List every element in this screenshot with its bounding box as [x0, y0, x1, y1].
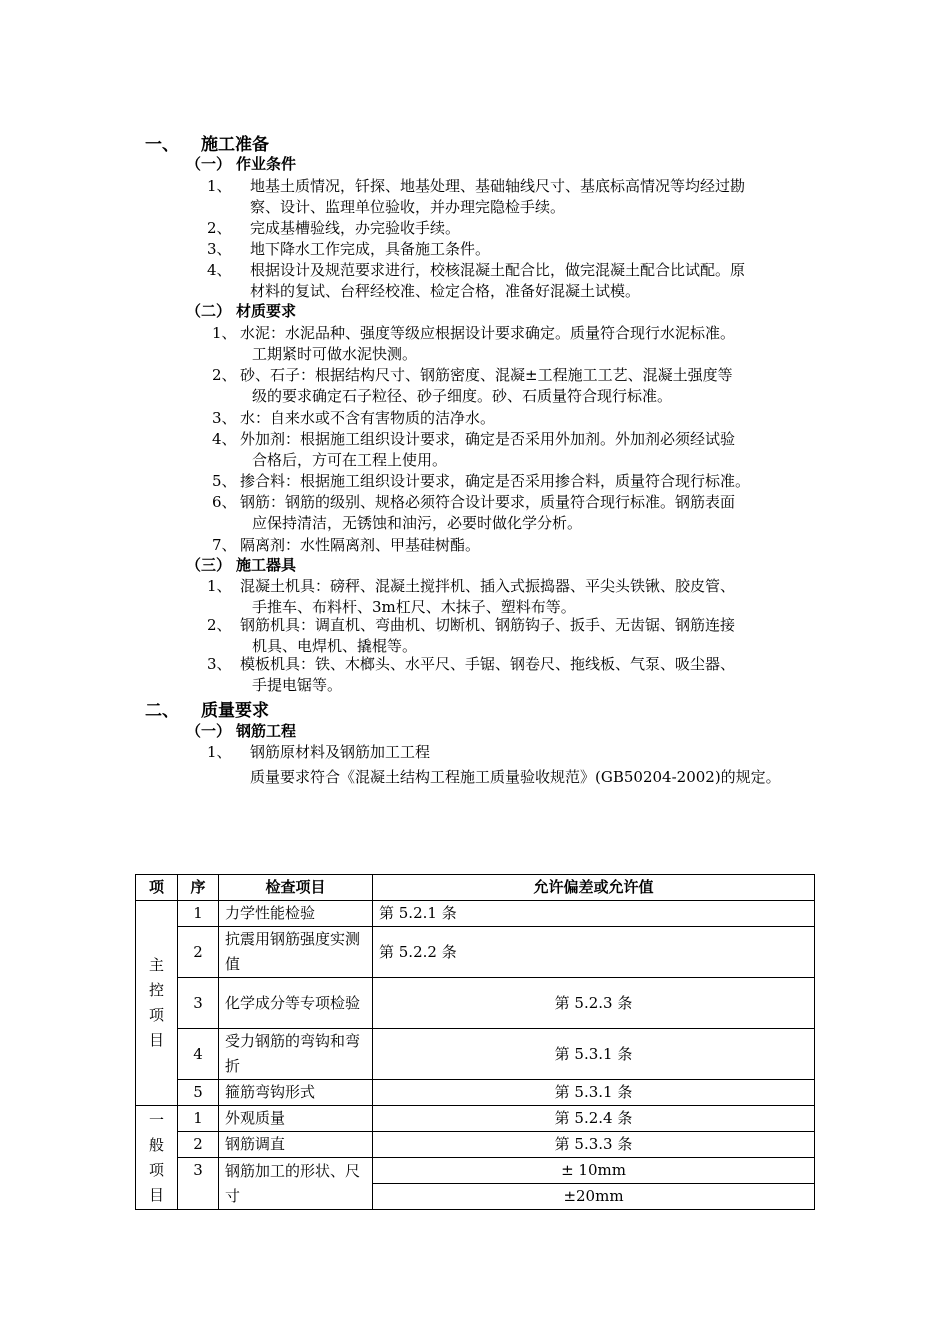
seq-cell: 5 [178, 1080, 219, 1106]
list-item-text-cont: 机具、电焊机、撬棍等。 [252, 637, 418, 655]
subsection-1-3-title: 施工器具 [236, 556, 297, 574]
list-item-number: 2、 [207, 616, 232, 634]
list-item-number: 3、 [207, 655, 232, 673]
value-cell: 第 5.2.4 条 [373, 1106, 815, 1132]
column-header: 项 [136, 875, 178, 901]
list-item-number: 2、 [207, 219, 232, 237]
list-item-text-cont: 应保持清洁，无锈蚀和油污，必要时做化学分析。 [252, 514, 583, 532]
list-item-text: 完成基槽验线，办完验收手续。 [250, 219, 461, 237]
list-item-number: 7、 [212, 536, 237, 554]
subsection-2-1-title: 钢筋工程 [236, 722, 297, 740]
group-label-text: 主控项目 [148, 956, 164, 1049]
value-cell: ±20mm [373, 1184, 815, 1210]
column-header: 检查项目 [219, 875, 373, 901]
list-item-number: 3、 [207, 240, 232, 258]
list-item-text: 地下降水工作完成，具备施工条件。 [250, 240, 491, 258]
group-label-text: 一般项目 [148, 1110, 164, 1204]
quality-check-table [135, 874, 815, 1210]
item-cell: 钢筋加工的形状、尺寸 [219, 1158, 373, 1210]
list-item-number: 1、 [207, 743, 232, 761]
subsection-1-1-number: （一） [186, 155, 232, 173]
item-cell: 外观质量 [219, 1106, 373, 1132]
table-row [136, 927, 815, 978]
section-1-title: 施工准备 [201, 135, 269, 155]
seq-cell: 2 [178, 1132, 219, 1158]
list-item-text-cont: 察、设计、监理单位验收，并办理完隐检手续。 [250, 198, 566, 216]
list-item-number: 1、 [207, 577, 232, 595]
table-row [136, 1106, 815, 1132]
list-item-text: 水泥：水泥品种、强度等级应根据设计要求确定。质量符合现行水泥标准。 [240, 324, 736, 342]
list-item-text-cont: 合格后，方可在工程上使用。 [252, 451, 448, 469]
table-row [136, 1029, 815, 1080]
list-item-text: 水：自来水或不含有害物质的洁净水。 [240, 409, 496, 427]
seq-cell: 1 [178, 901, 219, 927]
table-header-row [136, 875, 815, 901]
column-header: 允许偏差或允许值 [373, 875, 815, 901]
list-item-number: 3、 [212, 409, 237, 427]
list-item-number: 4、 [207, 261, 232, 279]
value-cell: 第 5.2.1 条 [373, 901, 815, 927]
list-item-number: 4、 [212, 430, 237, 448]
list-item-text: 根据设计及规范要求进行，校核混凝土配合比，做完混凝土配合比试配。原 [250, 261, 746, 279]
value-cell: ± 10mm [373, 1158, 815, 1184]
table-row [136, 1080, 815, 1106]
list-item-text: 钢筋机具：调直机、弯曲机、切断机、钢筋钩子、扳手、无齿锯、钢筋连接 [240, 616, 736, 634]
item-cell: 力学性能检验 [219, 901, 373, 927]
value-cell: 第 5.3.3 条 [373, 1132, 815, 1158]
list-item-text: 砂、石子：根据结构尺寸、钢筋密度、混凝±工程施工工艺、混凝土强度等 [240, 366, 733, 384]
list-item-text: 掺合料：根据施工组织设计要求，确定是否采用掺合料，质量符合现行标准。 [240, 472, 751, 490]
list-item-text: 外加剂：根据施工组织设计要求，确定是否采用外加剂。外加剂必须经试验 [240, 430, 736, 448]
item-cell: 箍筋弯钩形式 [219, 1080, 373, 1106]
seq-cell: 4 [178, 1029, 219, 1080]
subsection-1-3-number: （三） [186, 556, 232, 574]
seq-cell: 3 [178, 978, 219, 1029]
table-row [136, 901, 815, 927]
seq-cell: 1 [178, 1106, 219, 1132]
value-cell: 第 5.2.2 条 [373, 927, 815, 978]
table-row [136, 1132, 815, 1158]
list-item-text-cont: 手推车、布料杆、3m杠尺、木抹子、塑料布等。 [252, 598, 576, 616]
list-item-number: 6、 [212, 493, 237, 511]
list-item-text-cont: 手提电锯等。 [252, 676, 343, 694]
list-item-text: 钢筋原材料及钢筋加工工程 [250, 743, 431, 761]
value-cell: 第 5.3.1 条 [373, 1029, 815, 1080]
item-cell: 化学成分等专项检验 [219, 978, 373, 1029]
section-2-number: 二、 [145, 701, 179, 721]
value-cell: 第 5.3.1 条 [373, 1080, 815, 1106]
table-row [136, 978, 815, 1029]
table-row [136, 1158, 815, 1184]
list-item-number: 5、 [212, 472, 237, 490]
section-1-number: 一、 [145, 135, 179, 155]
seq-cell: 2 [178, 927, 219, 978]
list-item-number: 1、 [212, 324, 237, 342]
list-item-text: 混凝土机具：磅秤、混凝土搅拌机、插入式振捣器、平尖头铁锹、胶皮管、 [240, 577, 736, 595]
item-cell: 受力钢筋的弯钩和弯折 [219, 1029, 373, 1080]
list-item-description: 质量要求符合《混凝土结构工程施工质量验收规范》(GB50204-2002)的规定。 [250, 768, 781, 786]
item-cell: 抗震用钢筋强度实测值 [219, 927, 373, 978]
subsection-2-1-number: （一） [186, 722, 232, 740]
list-item-text: 地基土质情况，钎探、地基处理、基础轴线尺寸、基底标高情况等均经过勘 [250, 177, 746, 195]
list-item-text: 钢筋：钢筋的级别、规格必须符合设计要求，质量符合现行标准。钢筋表面 [240, 493, 736, 511]
list-item-text: 隔离剂：水性隔离剂、甲基硅树酯。 [240, 536, 481, 554]
list-item-text: 模板机具：铁、木榔头、水平尺、手锯、钢卷尺、拖线板、气泵、吸尘器、 [240, 655, 736, 673]
subsection-1-2-number: （二） [186, 302, 232, 320]
list-item-text-cont: 级的要求确定石子粒径、砂子细度。砂、石质量符合现行标准。 [252, 387, 673, 405]
list-item-number: 2、 [212, 366, 237, 384]
group-label-main-control [136, 901, 178, 1106]
item-cell: 钢筋调直 [219, 1132, 373, 1158]
list-item-text-cont: 工期紧时可做水泥快测。 [252, 345, 418, 363]
subsection-1-2-title: 材质要求 [236, 302, 297, 320]
group-label-general [136, 1106, 178, 1210]
list-item-text-cont: 材料的复试、台秤经校准、检定合格，准备好混凝土试模。 [250, 282, 641, 300]
value-cell: 第 5.2.3 条 [373, 978, 815, 1029]
seq-cell: 3 [178, 1158, 219, 1210]
section-2-title: 质量要求 [201, 701, 269, 721]
list-item-number: 1、 [207, 177, 232, 195]
subsection-1-1-title: 作业条件 [236, 155, 297, 173]
column-header: 序 [178, 875, 219, 901]
